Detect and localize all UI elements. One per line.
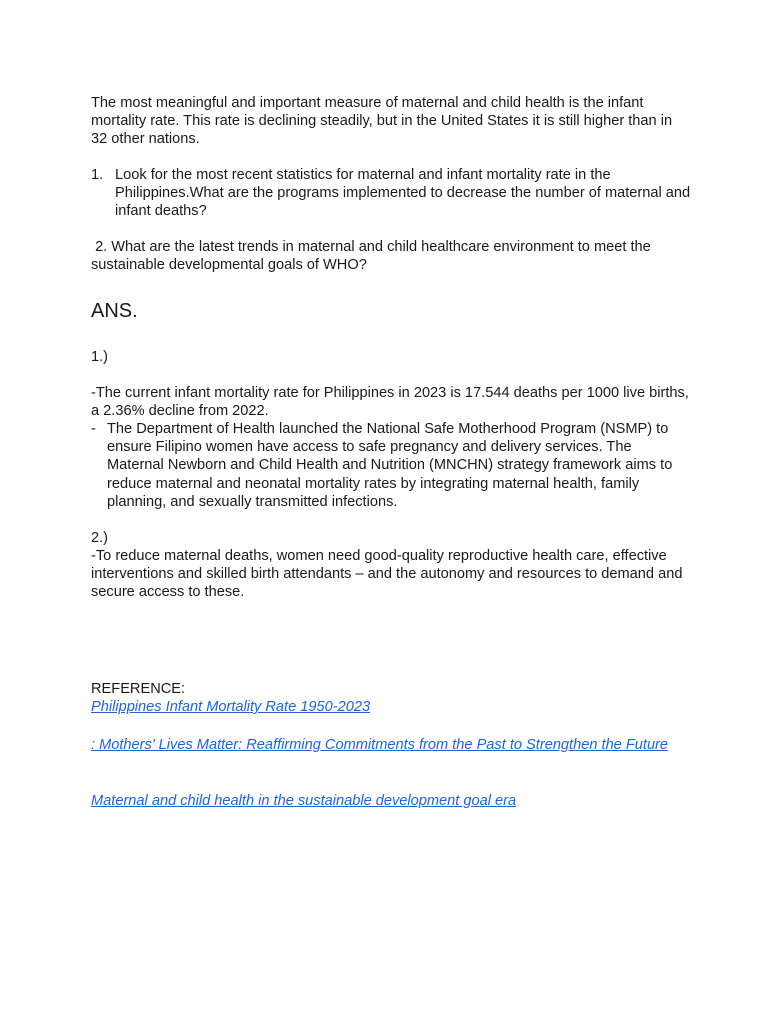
reference-link-1[interactable]: Philippines Infant Mortality Rate 1950-2023 [91, 699, 371, 715]
question-number: 1. [91, 167, 104, 183]
answer-1-text: -The current infant mortality rate for Philippines in 2023 is 17.544 deaths per 1000 live births, a 2.36% decline from 2022. [91, 385, 689, 420]
question-text: Look for the most recent statistics for maternal and infant mortality rate in the Philippines.What are the programs implemented to decrease the number of maternal and infant deaths? [115, 167, 691, 220]
bullet-dash: - [91, 421, 96, 437]
answer-2-label: 2.) [91, 530, 109, 546]
reference-link-3[interactable]: Maternal and child health in the sustainable development goal era [91, 793, 517, 809]
answer-1-bullet [91, 420, 691, 511]
answers-heading: ANS. [91, 300, 138, 322]
reference-label: REFERENCE: [91, 681, 186, 697]
bullet-text: The Department of Health launched the National Safe Motherhood Program (NSMP) to ensure Filipino women have access to safe pregnancy and delivery services. The Maternal Newborn and Child Health and Nutrition (MNCHN) strategy framework aims to reduce maternal and neonatal mortality rates by integrating maternal health, family planning, and sexually transmitted infections. [107, 421, 673, 510]
question-2: 2. What are the latest trends in maternal and child healthcare environment to meet the sustainable developmental goals of WHO? [91, 239, 655, 274]
reference-link-2[interactable]: : Mothers' Lives Matter: Reaffirming Commitments from the Past to Strengthen the Future [91, 737, 669, 753]
intro-paragraph: The most meaningful and important measure of maternal and child health is the infant mortality rate. This rate is declining steadily, but in the United States it is still higher than in 32 other nations. [91, 95, 673, 148]
question-1 [91, 166, 691, 221]
answer-1-label: 1.) [91, 349, 109, 365]
answer-2-text: -To reduce maternal deaths, women need good-quality reproductive health care, effective interventions and skilled birth attendants – and the autonomy and resources to demand and secure access to these. [91, 548, 683, 601]
